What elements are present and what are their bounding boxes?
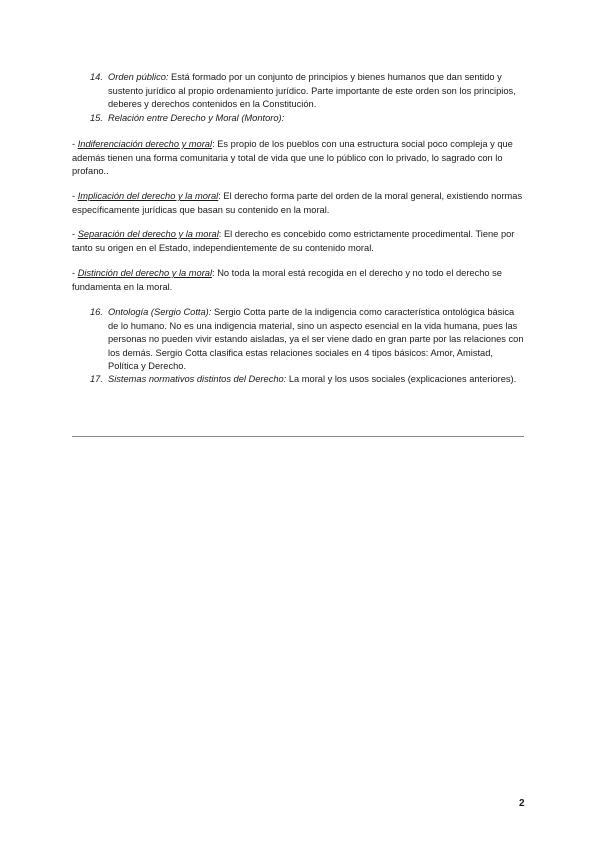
list-number: 17. — [90, 374, 103, 384]
list-item-text: La moral y los usos sociales (explicaciones anteriores). — [286, 374, 517, 384]
paragraph-indiferenciacion — [72, 138, 526, 179]
paragraph-term: Distinción del derecho y la moral — [77, 268, 213, 278]
horizontal-rule — [72, 436, 524, 437]
list-item-title: Ontología (Sergio Cotta): — [108, 307, 212, 317]
list-item-ontologia — [90, 306, 526, 374]
list-item-sistemas-normativos — [90, 373, 526, 387]
bullet-dash: - — [72, 268, 78, 278]
paragraph-text: : No toda la moral está recogida en el derecho y no todo el derecho se fundamenta en la moral. — [72, 268, 502, 292]
bullet-dash: - — [72, 191, 78, 201]
list-number: 16. — [90, 307, 103, 317]
paragraph-term: Indiferenciación derecho y moral — [77, 139, 213, 149]
paragraph-distincion — [72, 267, 526, 294]
list-item-orden-publico — [90, 71, 526, 112]
paragraph-implicacion — [72, 190, 526, 217]
list-item-title: Relación entre Derecho y Moral (Montoro): — [108, 113, 285, 123]
list-item-title: Orden público: — [108, 72, 169, 82]
paragraph-separacion — [72, 228, 526, 255]
page-number: 2 — [519, 798, 525, 809]
paragraph-text: : Es propio de los pueblos con una estructura social poco compleja y que además tienen una forma comunitaria y total de vida que une lo público con lo privado, lo sagrado con lo profano.. — [72, 139, 513, 176]
list-item-text: Sergio Cotta parte de la indigencia como característica ontológica básica de lo humano. No es una indigencia material, sino un aspecto esencial en la vida humana, pues las personas no pueden vivir estando aisladas, ya el ser viene dado en gran parte por las relaciones con los demás. Sergio Cotta clasifica estas relaciones sociales en 4 tipos básicos: Amor, Amistad, Política y Derecho. — [108, 307, 524, 371]
list-item-text: Está formado por un conjunto de principios y bienes humanos que dan sentido y sustento jurídico al propio ordenamiento jurídico. Parte importante de este orden son los principios, deberes y derechos contenidos en la Constitución. — [108, 72, 516, 109]
paragraph-text: : El derecho es concebido como estrictamente procedimental. Tiene por tanto su origen en el Estado, independientemente de su contenido moral. — [72, 229, 515, 253]
paragraph-term: Implicación del derecho y la moral — [77, 191, 219, 201]
bullet-dash: - — [72, 229, 78, 239]
paragraph-term: Separación del derecho y la moral — [77, 229, 219, 239]
list-number: 14. — [90, 72, 103, 82]
list-item-title: Sistemas normativos distintos del Derecho: — [108, 374, 287, 384]
list-number: 15. — [90, 113, 103, 123]
bullet-dash: - — [72, 139, 78, 149]
paragraph-text: : El derecho forma parte del orden de la moral general, existiendo normas específicamente jurídicas que basan su contenido en la moral. — [72, 191, 523, 215]
list-item-relacion-derecho-moral — [90, 112, 526, 126]
